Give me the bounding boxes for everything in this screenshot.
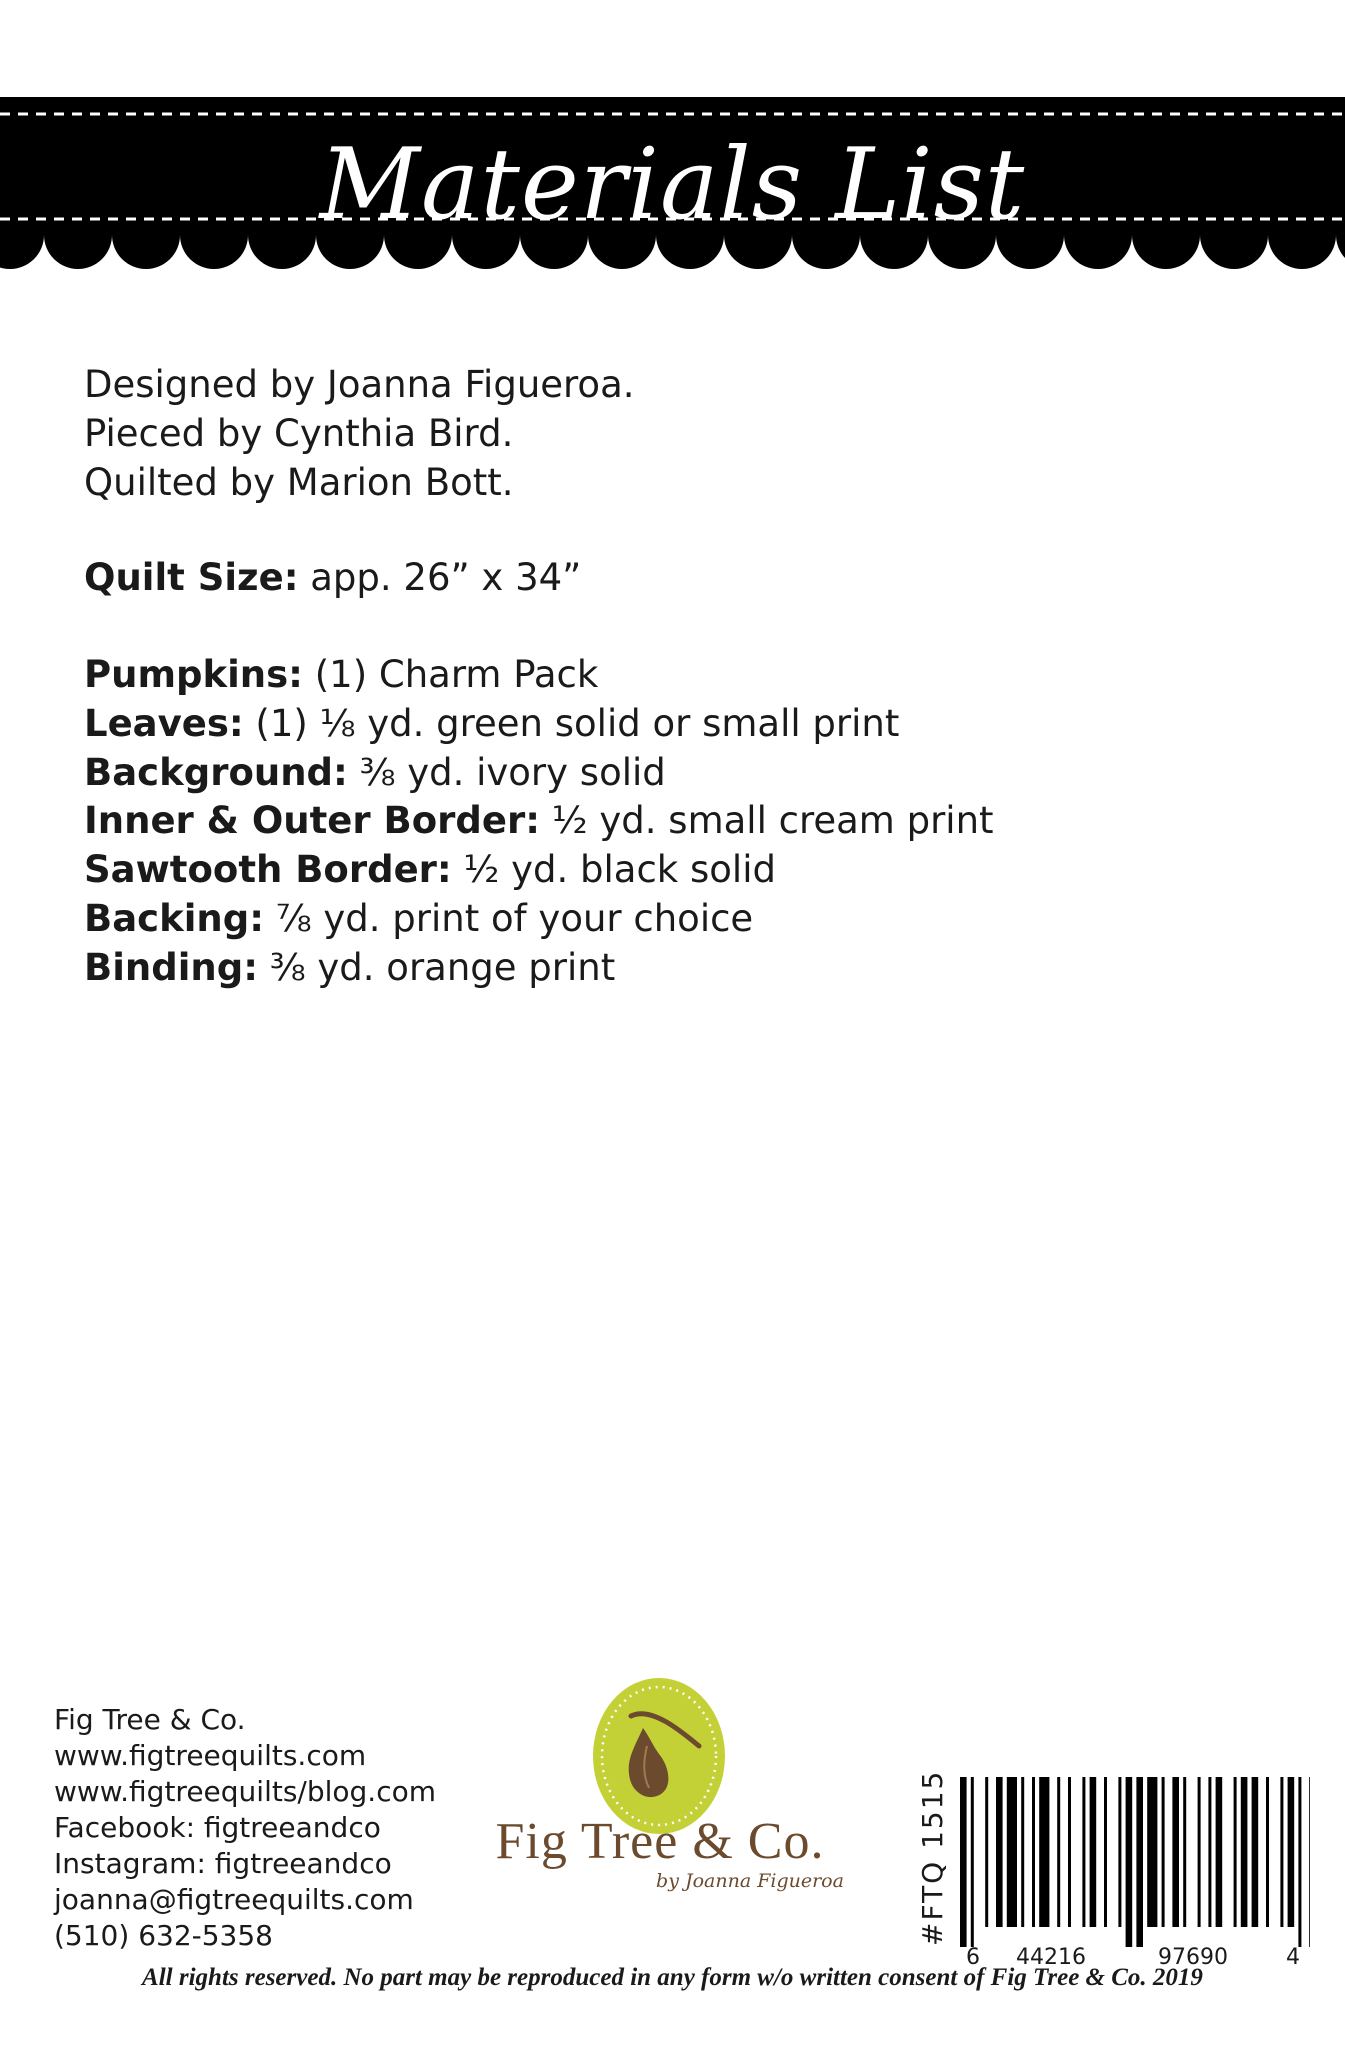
material-label: Sawtooth Border: xyxy=(84,848,452,892)
barcode-bar xyxy=(1118,1777,1121,1927)
material-item-sawtooth xyxy=(84,846,994,895)
material-label: Leaves: xyxy=(84,701,244,745)
material-item-pumpkins xyxy=(84,651,994,700)
barcode-bar xyxy=(1266,1777,1269,1927)
barcode-bar xyxy=(1039,1777,1049,1927)
barcode-bar xyxy=(1252,1777,1259,1927)
barcode-bar xyxy=(1082,1777,1085,1927)
barcode-digit-check: 4 xyxy=(1286,1945,1300,1970)
material-label: Background: xyxy=(84,750,348,794)
materials-list xyxy=(84,651,994,993)
material-label: Pumpkins: xyxy=(84,653,303,696)
contact-phone: (510) 632-5358 xyxy=(54,1919,273,1952)
material-item-background xyxy=(84,749,994,798)
barcode-bar xyxy=(1007,1777,1017,1927)
barcode-bar xyxy=(1183,1777,1186,1927)
material-value: (1) ⅛ yd. green solid or small print xyxy=(243,701,900,745)
barcode-bar xyxy=(1309,1777,1310,1947)
barcode-bar xyxy=(971,1777,974,1947)
barcode-bar xyxy=(1198,1777,1201,1927)
credits-block xyxy=(84,360,635,507)
credit-quilter: Quilted by Marion Bott. xyxy=(84,461,514,504)
barcode-bar xyxy=(1090,1777,1097,1927)
material-value: ⅞ yd. print of your choice xyxy=(264,896,754,940)
material-label: Binding: xyxy=(84,945,259,989)
copyright-notice: All rights reserved. No part may be reproduced in any form w/o written consent of Fig Tree & Co. 2019 xyxy=(142,1964,1203,1991)
credit-piecer: Pieced by Cynthia Bird. xyxy=(84,412,514,455)
barcode-bar xyxy=(1208,1777,1211,1927)
barcode-bar xyxy=(1241,1777,1248,1927)
page-title: Materials List xyxy=(319,128,1026,242)
material-value: (1) Charm Pack xyxy=(302,653,599,696)
contact-email: joanna@figtreequilts.com xyxy=(54,1883,414,1916)
barcode-bar xyxy=(1104,1777,1107,1927)
barcode-bar xyxy=(1298,1777,1301,1947)
material-item-border xyxy=(84,797,994,846)
barcode-digit-lead: 6 xyxy=(966,1945,980,1970)
barcode-digit-group-left: 44216 xyxy=(1016,1945,1086,1970)
barcode-bar xyxy=(1136,1777,1143,1947)
barcode-bar xyxy=(1147,1777,1157,1927)
barcode-bar xyxy=(1057,1777,1060,1927)
contact-blog: www.figtreequilts/blog.com xyxy=(54,1775,437,1808)
barcode-bar xyxy=(1234,1777,1237,1927)
contact-website: www.figtreequilts.com xyxy=(54,1739,367,1772)
barcode-bar xyxy=(1032,1777,1035,1927)
material-label: Inner & Outer Border: xyxy=(84,799,541,843)
logo-byline: by Joanna Figueroa xyxy=(656,1870,844,1892)
quilt-size xyxy=(84,553,581,602)
barcode-bar xyxy=(996,1777,1003,1927)
material-value: ⅜ yd. orange print xyxy=(258,945,616,989)
contact-facebook: Facebook: figtreeandco xyxy=(54,1811,381,1844)
contact-block xyxy=(54,1702,436,1954)
quilt-size-value: app. 26” x 34” xyxy=(298,556,582,599)
logo-wordmark: Fig Tree & Co. xyxy=(495,1813,825,1870)
material-item-binding xyxy=(84,944,994,993)
barcode-bar xyxy=(985,1777,988,1927)
material-value: ½ yd. black solid xyxy=(451,848,776,892)
barcode-bar xyxy=(1126,1777,1133,1947)
material-label: Backing: xyxy=(84,896,265,940)
barcode-bar xyxy=(1172,1777,1179,1927)
product-sku: #FTQ 1515 xyxy=(916,1769,949,1946)
barcode-bar xyxy=(1021,1777,1024,1927)
material-value: ⅜ yd. ivory solid xyxy=(347,750,666,794)
material-item-backing xyxy=(84,895,994,944)
barcode-bar xyxy=(1280,1777,1283,1927)
barcode-bar xyxy=(960,1777,967,1947)
barcode-icon xyxy=(960,1777,1310,1947)
contact-instagram: Instagram: figtreeandco xyxy=(54,1847,392,1880)
barcode-bar xyxy=(1216,1777,1223,1927)
material-value: ½ yd. small cream print xyxy=(540,799,994,843)
barcode-bar xyxy=(1288,1777,1295,1927)
material-item-leaves xyxy=(84,700,994,749)
barcode-bar xyxy=(1162,1777,1165,1927)
contact-company: Fig Tree & Co. xyxy=(54,1703,246,1736)
barcode-bar xyxy=(1068,1777,1071,1927)
credit-designer: Designed by Joanna Figueroa. xyxy=(84,363,635,406)
quilt-size-label: Quilt Size: xyxy=(84,556,299,599)
barcode-digit-group-right: 97690 xyxy=(1158,1945,1228,1970)
